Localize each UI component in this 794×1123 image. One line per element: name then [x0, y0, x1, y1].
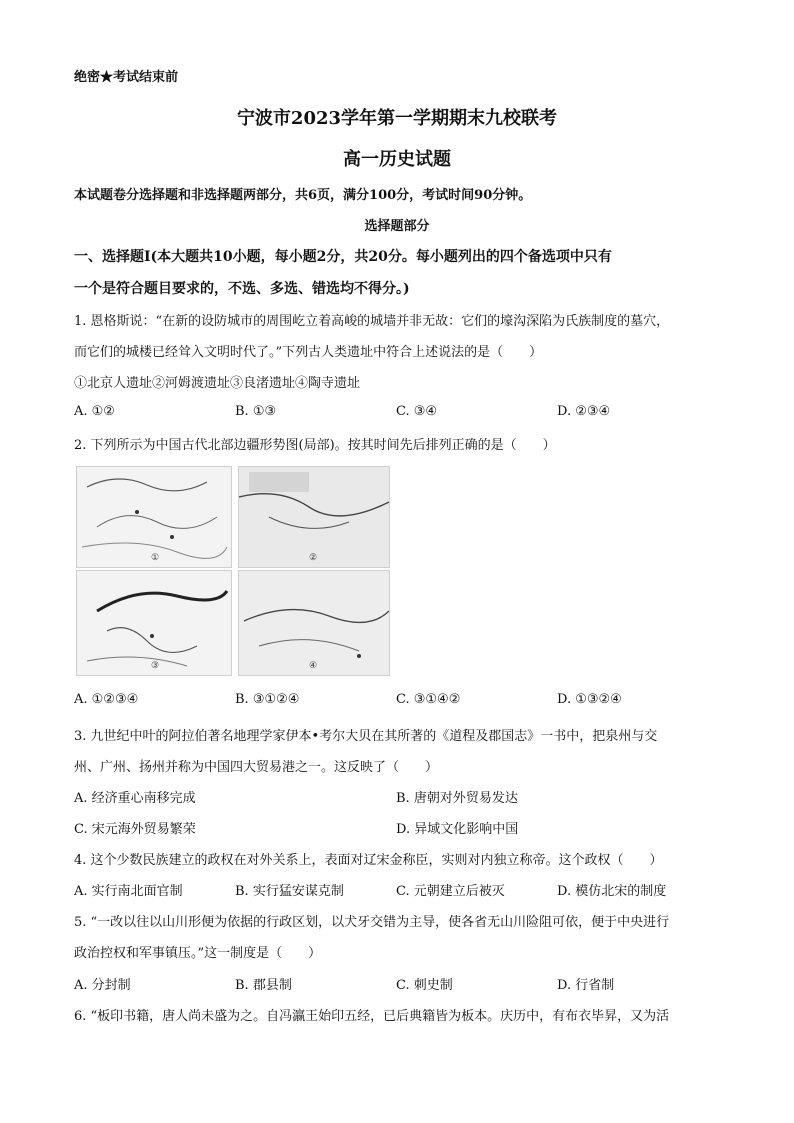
q4-option-b: B. 实行猛安谋克制 — [235, 884, 344, 899]
q1-stem-line1: 1. 恩格斯说：“在新的设防城市的周围屹立着高峻的城墙并非无故：它们的壕沟深陷为氏族制度的墓穴， — [74, 314, 670, 329]
q1-option-a: A. ①② — [74, 404, 115, 419]
map-2-number: ② — [309, 553, 318, 563]
q3-stem-line1: 3. 九世纪中叶的阿拉伯著名地理学家伊本•考尔大贝在其所著的《道程及郡国志》一书中，把泉州与交 — [74, 729, 658, 744]
q5-stem-line1: 5. “一改以往以山川形便为依据的行政区划，以犬牙交错为主导，使各省无山川险阻可依，便于中央进行 — [74, 915, 670, 930]
map-1-drawing — [77, 467, 231, 567]
q4-option-d: D. 模仿北宋的制度 — [557, 884, 667, 899]
q2-stem-line1: 2. 下列所示为中国古代北部边疆形势图(局部)。按其时间先后排列正确的是（ ） — [74, 438, 556, 453]
confidential-mark: 绝密★考试结束前 — [74, 70, 179, 85]
map-4 — [238, 570, 390, 676]
q1-option-c: C. ③④ — [396, 404, 438, 419]
q5-stem-line2: 政治控权和军事镇压。”这一制度是（ ） — [74, 946, 322, 961]
q3-stem-line2: 州、广州、扬州并称为中国四大贸易港之一。这反映了（ ） — [74, 760, 439, 775]
q1-stem-line3: ①北京人遗址②河姆渡遗址③良渚遗址④陶寺遗址 — [74, 376, 361, 391]
section-heading-line2: 一个是符合题目要求的，不选、多选、错选均不得分。) — [74, 281, 410, 297]
q2-option-a: A. ①②③④ — [74, 692, 139, 707]
map-2 — [238, 466, 390, 568]
q3-option-c: C. 宋元海外贸易繁荣 — [74, 822, 196, 837]
historical-maps-figure — [74, 462, 392, 676]
exam-intro: 本试题卷分选择题和非选择题两部分，共6页，满分100分，考试时间90分钟。 — [74, 188, 532, 203]
q2-option-d: D. ①③②④ — [557, 692, 622, 707]
map-3 — [76, 570, 232, 676]
q4-option-a: A. 实行南北面官制 — [74, 884, 183, 899]
q2-option-b: B. ③①②④ — [235, 692, 300, 707]
q1-stem-line2: 而它们的城楼已经耸入文明时代了。”下列古人类遗址中符合上述说法的是（ ） — [74, 345, 543, 360]
q6-stem-line1: 6. “板印书籍，唐人尚未盛为之。自冯瀛王始印五经，已后典籍皆为板本。庆历中，有布衣毕昇，又为活 — [74, 1009, 670, 1024]
map-3-drawing — [77, 571, 231, 675]
map-1-number: ① — [151, 553, 160, 563]
q1-option-d: D. ②③④ — [557, 404, 611, 419]
q4-stem-line1: 4. 这个少数民族建立的政权在对外关系上，表面对辽宋金称臣，实则对内独立称帝。这个政权（ ） — [74, 853, 663, 868]
map-2-drawing — [239, 467, 389, 567]
q5-option-b: B. 郡县制 — [235, 978, 292, 993]
map-4-number: ④ — [309, 661, 318, 671]
map-3-number: ③ — [151, 661, 160, 671]
q5-option-d: D. 行省制 — [557, 978, 615, 993]
q3-option-a: A. 经济重心南移完成 — [74, 791, 196, 806]
part-heading: 选择题部分 — [364, 219, 430, 234]
section-heading-line1: 一、选择题Ⅰ(本大题共10小题，每小题2分，共20分。每小题列出的四个备选项中只有 — [74, 249, 612, 265]
q3-option-b: B. 唐朝对外贸易发达 — [396, 791, 518, 806]
map-4-drawing — [239, 571, 389, 675]
q5-option-c: C. 刺史制 — [396, 978, 453, 993]
q1-option-b: B. ①③ — [235, 404, 277, 419]
map-1 — [76, 466, 232, 568]
exam-subtitle: 高一历史试题 — [343, 149, 451, 170]
q2-option-c: C. ③①④② — [396, 692, 461, 707]
q4-option-c: C. 元朝建立后被灭 — [396, 884, 505, 899]
exam-title: 宁波市2023学年第一学期期末九校联考 — [236, 108, 558, 129]
q3-option-d: D. 异域文化影响中国 — [396, 822, 519, 837]
q5-option-a: A. 分封制 — [74, 978, 131, 993]
